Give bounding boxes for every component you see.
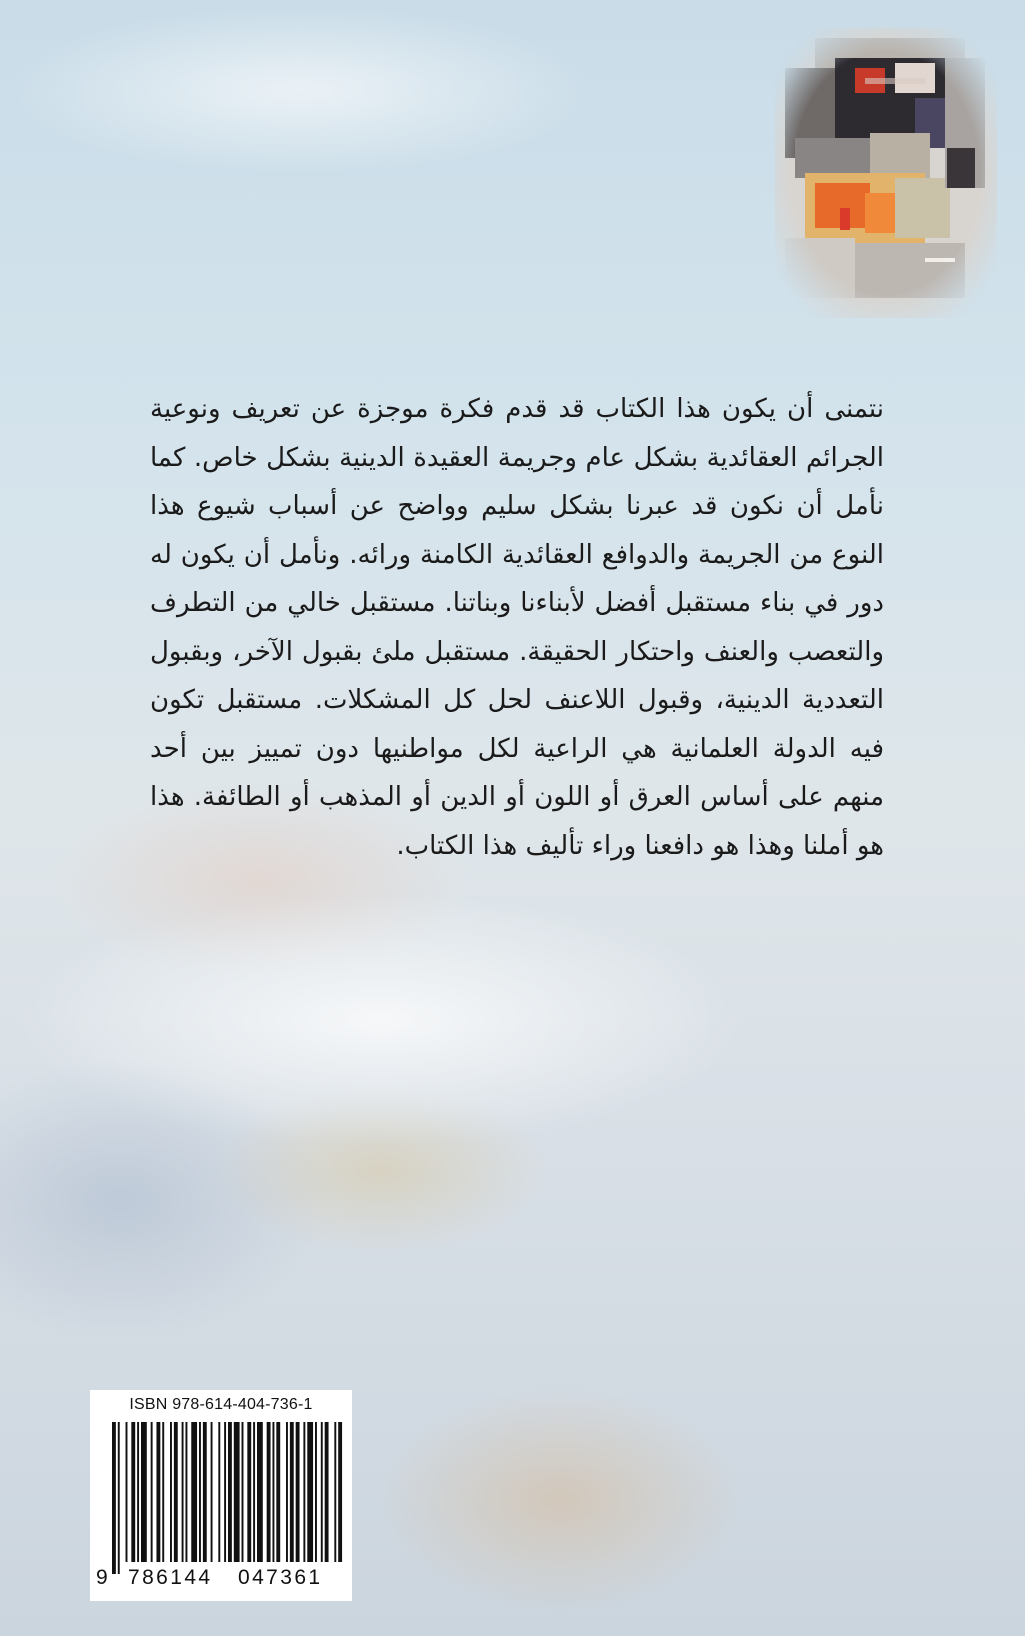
- barcode-bar: [257, 1422, 263, 1562]
- barcode-bar: [151, 1422, 153, 1562]
- barcode-bar: [131, 1422, 135, 1562]
- barcode-digits-left: 786144: [128, 1566, 213, 1589]
- barcode-bar: [211, 1422, 213, 1562]
- barcode-bar: [228, 1422, 232, 1562]
- barcode-bar: [185, 1422, 187, 1562]
- back-cover-blurb: نتمنى أن يكون هذا الكتاب قد قدم فكرة موجزة عن تعريف ونوعية الجرائم العقائدية بشكل عام وجريمة العقيدة الدينية بشكل خاص. كما نأمل أن نكون قد عبرنا بشكل سليم وواضح عن أسباب شيوع هذا النوع من الجريمة والدوافع العقائدية الكامنة ورائه. ونأمل أن يكون له دور في بناء مستقبل أفضل لأبناءنا وبناتنا. مستقبل خالي من التطرف والتعصب والعنف واحتكار الحقيقة. مستقبل ملئ بقبول الآخر، وبقبول التعددية الدينية، وقبول اللاعنف لحل كل المشكلات. مستقبل تكون فيه الدولة العلمانية هي الراعية لكل مواطنيها دون تمييز بين أحد منهم على أساس العرق أو اللون أو الدين أو المذهب أو الطائفة. هذا هو أملنا وهذا هو دافعنا وراء تأليف هذا الكتاب.: [150, 394, 884, 861]
- barcode-bar: [234, 1422, 240, 1562]
- barcode-bar: [338, 1422, 342, 1562]
- barcode-bar: [290, 1422, 294, 1562]
- barcode-bar: [203, 1422, 207, 1562]
- barcode-bar: [141, 1422, 147, 1562]
- barcode-bar: [315, 1422, 317, 1562]
- barcode-bar: [276, 1422, 280, 1562]
- barcode-bar: [272, 1422, 274, 1562]
- barcode-bar: [137, 1422, 139, 1562]
- barcode-bar: [242, 1422, 244, 1562]
- barcode-bar: [253, 1422, 255, 1562]
- barcode-bar: [334, 1422, 336, 1562]
- barcode-bar: [307, 1422, 313, 1562]
- isbn-barcode-label: [90, 1390, 352, 1601]
- barcode-bar: [112, 1422, 116, 1574]
- barcode-bars: [112, 1422, 344, 1574]
- barcode-lead-digit: 9: [96, 1566, 108, 1589]
- barcode-bar: [218, 1422, 220, 1562]
- isbn-number: ISBN 978-614-404-736-1: [129, 1396, 313, 1413]
- barcode-bar: [199, 1422, 201, 1562]
- barcode-bar: [118, 1422, 120, 1574]
- barcode-bar: [296, 1422, 300, 1562]
- barcode-bar: [170, 1422, 172, 1562]
- barcode-bar: [247, 1422, 251, 1562]
- barcode-bar: [126, 1422, 128, 1562]
- barcode-bar: [182, 1422, 184, 1562]
- barcode-bar: [325, 1422, 329, 1562]
- barcode-bar: [224, 1422, 226, 1562]
- barcode-bar: [321, 1422, 323, 1562]
- cover-painting-image: [775, 28, 997, 318]
- barcode-bar: [162, 1422, 164, 1562]
- barcode-bar: [174, 1422, 178, 1562]
- barcode-bar: [286, 1422, 288, 1562]
- barcode-bar: [156, 1422, 160, 1562]
- barcode-digits-right: 047361: [238, 1566, 323, 1589]
- barcode-bar: [303, 1422, 305, 1562]
- barcode-bar: [267, 1422, 271, 1562]
- barcode-bar: [191, 1422, 197, 1562]
